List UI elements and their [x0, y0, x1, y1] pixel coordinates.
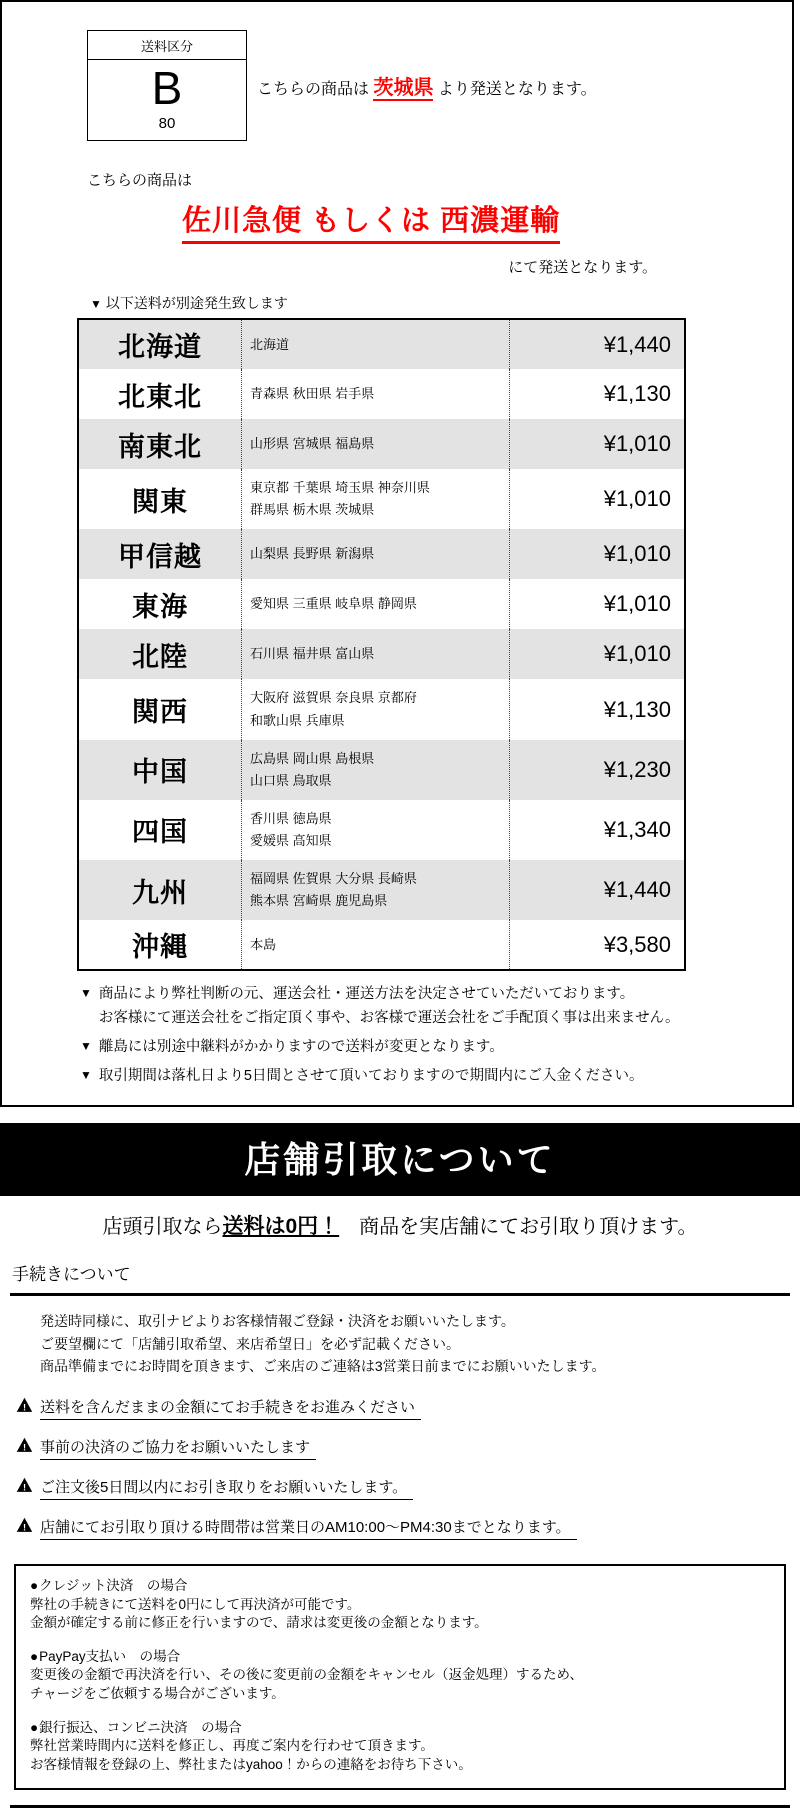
warning-list [16, 1396, 790, 1540]
warning-text: 店舗にてお引取り頂ける時間帯は営業日のAM10:00～PM4:30までとなります。 [40, 1516, 577, 1540]
store-pickup-section [0, 1196, 800, 1818]
store-pickup-banner [0, 1123, 800, 1196]
payment-method-section [30, 1577, 770, 1633]
region-name: 北陸 [132, 641, 188, 672]
procedure-line: ご要望欄にて「店舗引取希望、来店希望日」を必ず記載ください。 [40, 1335, 460, 1352]
table-note [80, 1065, 792, 1089]
region-prefectures: 山梨県 長野県 新潟県 [242, 529, 510, 579]
table-row [78, 679, 685, 739]
bullet-icon: ● [30, 1577, 39, 1593]
warning-icon [16, 1397, 33, 1418]
svg-text:!: ! [22, 1402, 27, 1413]
procedure-paragraph [40, 1310, 790, 1378]
shipping-class-box [87, 30, 247, 141]
table-row [78, 579, 685, 629]
region-price: ¥1,010 [510, 469, 686, 529]
payment-method-heading [30, 1648, 770, 1667]
table-row [78, 369, 685, 419]
payment-method-section [30, 1648, 770, 1704]
shipping-class-letter: B [151, 62, 183, 114]
shipping-class-header: 送料区分 [88, 31, 246, 60]
warning-item [16, 1436, 790, 1460]
region-name: 沖縄 [132, 932, 188, 963]
carrier-outro: にて発送となります。 [508, 259, 657, 277]
triangle-marker-icon: ▼ [80, 986, 92, 1001]
origin-statement [257, 71, 597, 100]
region-price: ¥1,440 [510, 860, 686, 920]
region-name: 中国 [132, 757, 188, 788]
region-name: 北東北 [118, 381, 202, 412]
triangle-marker-icon: ▼ [90, 297, 102, 312]
svg-text:!: ! [22, 1482, 27, 1493]
region-name: 四国 [132, 817, 188, 848]
table-caption-text: 以下送料が別途発生致します [105, 295, 288, 312]
warning-icon [16, 1477, 33, 1498]
payment-method-section [30, 1719, 770, 1775]
payment-method-title: 銀行振込、コンビニ決済 の場合 [39, 1719, 242, 1735]
region-name: 南東北 [118, 431, 202, 462]
region-prefectures: 山形県 宮城県 福島県 [242, 419, 510, 469]
table-row [78, 860, 685, 920]
shipping-fee-table [77, 318, 686, 971]
shipping-table-body [78, 319, 685, 970]
origin-prefix: こちらの商品は [257, 81, 374, 99]
region-price: ¥1,010 [510, 419, 686, 469]
region-name: 甲信越 [118, 541, 202, 572]
pickup-free-shipping: 送料は0円！ [222, 1214, 340, 1238]
region-prefectures: 青森県 秋田県 岩手県 [242, 369, 510, 419]
warning-item [16, 1476, 790, 1500]
note-text: 離島には別途中継料がかかりますので送料が変更となります。 [98, 1039, 504, 1056]
bottom-divider [10, 1805, 790, 1818]
warning-icon [16, 1517, 33, 1538]
warning-item [16, 1396, 790, 1420]
pickup-lead-suffix: 商品を実店舗にてお引取り頂けます。 [339, 1215, 698, 1238]
region-price: ¥1,230 [510, 740, 686, 800]
payment-method-title: PayPay支払い の場合 [39, 1648, 181, 1664]
region-prefectures: 本島 [242, 920, 510, 970]
region-prefectures: 福岡県 佐賀県 大分県 長崎県 熊本県 宮崎県 鹿児島県 [242, 860, 510, 920]
table-row [78, 469, 685, 529]
region-price: ¥1,010 [510, 629, 686, 679]
table-notes [80, 983, 792, 1089]
table-row [78, 419, 685, 469]
region-price: ¥1,340 [510, 800, 686, 860]
region-name: 北海道 [118, 332, 202, 363]
triangle-marker-icon: ▼ [80, 1068, 92, 1082]
region-price: ¥1,130 [510, 369, 686, 419]
region-price: ¥3,580 [510, 920, 686, 970]
region-prefectures: 東京都 千葉県 埼玉県 神奈川県 群馬県 栃木県 茨城県 [242, 469, 510, 529]
shipping-class-body [88, 60, 246, 140]
note-text: 商品により弊社判断の元、運送会社・運送方法を決定させていただいております。 お客様にて運送会社をご指定頂く事や、お客様で運送会社をご手配頂く事は出来ません。 [98, 986, 680, 1027]
payment-methods-box [14, 1564, 786, 1790]
table-row [78, 800, 685, 860]
note-text: 取引期間は落札日より5日間とさせて頂いておりますので期間内にご入金ください。 [98, 1068, 644, 1084]
region-prefectures: 北海道 [242, 319, 510, 369]
table-row [78, 319, 685, 369]
region-price: ¥1,010 [510, 579, 686, 629]
svg-text:!: ! [22, 1522, 27, 1533]
region-prefectures: 愛知県 三重県 岐阜県 静岡県 [242, 579, 510, 629]
carrier-intro: こちらの商品は [87, 172, 193, 190]
payment-method-lines: 弊社の手続きにて送料を0円にして再決済が可能です。 金額が確定する前に修正を行いますので、請求は変更後の金額となります。 [30, 1596, 488, 1631]
carrier-names: 佐川急便 もしくは 西濃運輸 [182, 198, 560, 244]
shipping-class-row [87, 30, 792, 141]
region-prefectures: 石川県 福井県 富山県 [242, 629, 510, 679]
warning-text: ご注文後5日間以内にお引き取りをお願いいたします。 [40, 1476, 413, 1500]
bullet-icon: ● [30, 1719, 39, 1735]
region-prefectures: 大阪府 滋賀県 奈良県 京都府 和歌山県 兵庫県 [242, 679, 510, 739]
procedure-heading: 手続きについて [10, 1260, 790, 1296]
payment-method-lines: 変更後の金額で再決済を行い、その後に変更前の金額をキャンセル（返金処理）するため、 チャージをご依頼する場合がございます。 [30, 1667, 583, 1702]
region-name: 関東 [132, 486, 188, 517]
payment-method-lines: 弊社営業時間内に送料を修正し、再度ご案内を行わせて頂きます。 お客様情報を登録の上、弊社またはyahoo！からの連絡をお待ち下さい。 [30, 1738, 472, 1772]
shipping-class-size: 80 [158, 115, 176, 133]
region-name: 東海 [132, 591, 188, 622]
region-prefectures: 香川県 徳島県 愛媛県 高知県 [242, 800, 510, 860]
pickup-lead [10, 1210, 790, 1240]
pickup-lead-prefix: 店頭引取なら [102, 1215, 223, 1238]
payment-method-title: クレジット決済 の場合 [39, 1577, 188, 1593]
store-pickup-banner-title: 店舗引取について [244, 1138, 556, 1180]
warning-text: 事前の決済のご協力をお願いいたします [40, 1436, 316, 1460]
table-row [78, 629, 685, 679]
table-note [80, 983, 792, 1031]
origin-suffix: より発送となります。 [433, 81, 597, 99]
warning-item [16, 1516, 790, 1540]
payment-method-heading [30, 1577, 770, 1596]
region-prefectures: 広島県 岡山県 島根県 山口県 鳥取県 [242, 740, 510, 800]
procedure-line: 商品準備までにお時間を頂きます、ご来店のご連絡は3営業日前までにお願いいたします。 [40, 1358, 606, 1375]
region-price: ¥1,130 [510, 679, 686, 739]
procedure-line: 発送時同様に、取引ナビよりお客様情報ご登録・決済をお願いいたします。 [40, 1312, 515, 1329]
payment-method-heading [30, 1719, 770, 1738]
table-row [78, 920, 685, 970]
table-note [80, 1036, 792, 1060]
region-price: ¥1,440 [510, 319, 686, 369]
shipping-table-caption [90, 293, 792, 313]
svg-text:!: ! [22, 1442, 27, 1453]
region-name: 九州 [132, 877, 188, 908]
region-name: 関西 [132, 697, 188, 728]
warning-icon [16, 1437, 33, 1458]
region-price: ¥1,010 [510, 529, 686, 579]
table-row [78, 740, 685, 800]
warning-text: 送料を含んだままの金額にてお手続きをお進みください [40, 1396, 421, 1420]
triangle-marker-icon: ▼ [80, 1039, 92, 1054]
table-row [78, 529, 685, 579]
bullet-icon: ● [30, 1648, 39, 1664]
origin-prefecture: 茨城県 [373, 77, 434, 100]
